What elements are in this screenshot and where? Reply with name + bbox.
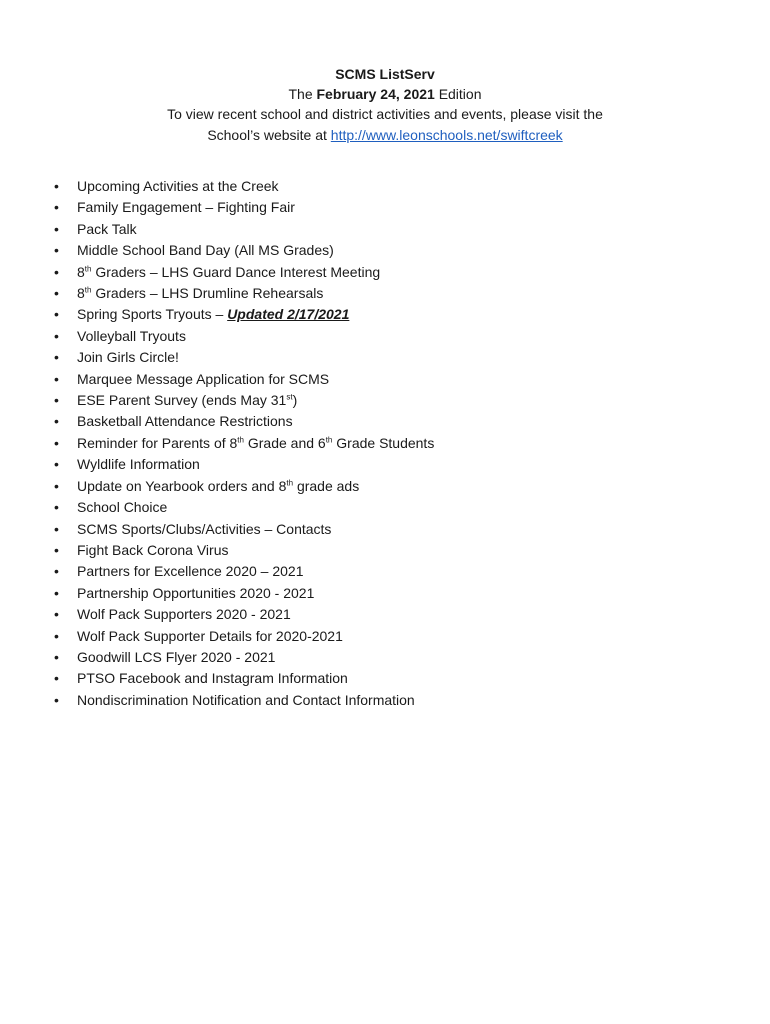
bullet-icon: • (54, 434, 59, 451)
bullet-icon: • (54, 584, 59, 601)
list-item-text: Marquee Message Application for SCMS (77, 370, 330, 387)
list-item-text: Fight Back Corona Virus (77, 541, 229, 558)
list-item (54, 347, 434, 368)
ordinal-suffix: st (286, 392, 293, 402)
ordinal-suffix: th (286, 478, 294, 488)
list-item (54, 476, 434, 497)
list-item-text: ) (292, 392, 298, 409)
list-item-text: Grade Students (332, 434, 435, 451)
list-item-text: Basketball Attendance Restrictions (77, 413, 293, 430)
list-item (54, 690, 434, 711)
list-item-text: Reminder for Parents of 8 (77, 434, 238, 451)
list-item (54, 262, 434, 283)
contents-list (54, 176, 434, 711)
visit-line-1: To view recent school and district activities and events, please visit the (167, 106, 603, 122)
list-item-text: Family Engagement – Fighting Fair (77, 199, 295, 216)
visit-line-2-prefix: School’s website at (207, 127, 327, 143)
bullet-icon: • (54, 285, 59, 302)
bullet-icon: • (54, 541, 59, 558)
list-item (54, 176, 434, 197)
ordinal-suffix: th (84, 263, 92, 273)
list-item (54, 647, 434, 668)
list-item (54, 604, 434, 625)
list-item-text: Volleyball Tryouts (77, 327, 186, 344)
bullet-icon: • (54, 199, 59, 216)
list-item (54, 326, 434, 347)
updated-note: Updated 2/17/2021 (227, 306, 350, 323)
bullet-icon: • (54, 691, 59, 708)
ordinal-suffix: th (325, 435, 333, 445)
list-item (54, 411, 434, 432)
list-item (54, 454, 434, 475)
list-item-text: Join Girls Circle! (77, 349, 179, 366)
list-item-text: Nondiscrimination Notification and Contact Information (77, 691, 415, 708)
list-item-text: Wolf Pack Supporter Details for 2020-2021 (77, 627, 343, 644)
list-item (54, 561, 434, 582)
list-item (54, 304, 434, 325)
bullet-icon: • (54, 178, 59, 194)
list-item (54, 283, 434, 304)
edition-prefix: The (288, 86, 313, 102)
edition-line (0, 84, 770, 104)
bullet-icon: • (54, 392, 59, 409)
list-item-text: PTSO Facebook and Instagram Information (77, 670, 348, 687)
list-item-text: Goodwill LCS Flyer 2020 - 2021 (77, 648, 276, 665)
list-item-text: Wyldlife Information (77, 456, 200, 473)
list-item (54, 668, 434, 689)
bullet-icon: • (54, 499, 59, 516)
bullet-icon: • (54, 263, 59, 280)
list-item-text: Middle School Band Day (All MS Grades) (77, 242, 334, 259)
bullet-icon: • (54, 327, 59, 344)
school-website-link[interactable]: http://www.leonschools.net/swiftcreek (330, 127, 563, 143)
list-item (54, 390, 434, 411)
list-item-text: School Choice (77, 499, 168, 516)
bullet-icon: • (54, 477, 59, 494)
list-item (54, 219, 434, 240)
bullet-icon: • (54, 370, 59, 387)
list-item (54, 369, 434, 390)
bullet-icon: • (54, 670, 59, 687)
list-item-text: Partners for Excellence 2020 – 2021 (77, 563, 304, 580)
list-item (54, 519, 434, 540)
edition-date: February 24, 2021 (316, 86, 435, 102)
list-item (54, 197, 434, 218)
list-item (54, 240, 434, 261)
edition-suffix: Edition (438, 86, 482, 102)
list-item-text: Partnership Opportunities 2020 - 2021 (77, 584, 315, 601)
newsletter-title: SCMS ListServ (335, 66, 435, 82)
list-item-text: 8 (77, 263, 85, 280)
list-item-text: Spring Sports Tryouts – (77, 306, 228, 323)
bullet-icon: • (54, 220, 59, 237)
list-item-text: 8 (77, 285, 85, 302)
bullet-icon: • (54, 349, 59, 366)
bullet-icon: • (54, 306, 59, 323)
list-item (54, 626, 434, 647)
list-item-text: Graders – LHS Drumline Rehearsals (91, 285, 324, 302)
list-item (54, 540, 434, 561)
bullet-icon: • (54, 648, 59, 665)
bullet-icon: • (54, 413, 59, 430)
list-item-text: Upcoming Activities at the Creek (77, 178, 279, 194)
bullet-icon: • (54, 627, 59, 644)
list-item (54, 583, 434, 604)
ordinal-suffix: th (84, 285, 92, 295)
list-item-text: ESE Parent Survey (ends May 31 (77, 392, 287, 409)
bullet-icon: • (54, 520, 59, 537)
list-item-text: Grade and 6 (243, 434, 326, 451)
list-item-text: Graders – LHS Guard Dance Interest Meeting (91, 263, 381, 280)
newsletter-header (0, 64, 770, 146)
visit-instructions (0, 104, 770, 146)
list-item-text: grade ads (293, 477, 360, 494)
list-item-text: SCMS Sports/Clubs/Activities – Contacts (77, 520, 332, 537)
bullet-icon: • (54, 606, 59, 623)
visit-line-2 (0, 125, 770, 146)
list-item-text: Wolf Pack Supporters 2020 - 2021 (77, 606, 291, 623)
list-item (54, 497, 434, 518)
bullet-icon: • (54, 456, 59, 473)
list-item (54, 433, 434, 454)
ordinal-suffix: th (237, 435, 244, 445)
bullet-icon: • (54, 242, 59, 259)
bullet-icon: • (54, 563, 59, 580)
list-item-text: Update on Yearbook orders and 8 (77, 477, 287, 494)
list-item-text: Pack Talk (77, 220, 137, 237)
